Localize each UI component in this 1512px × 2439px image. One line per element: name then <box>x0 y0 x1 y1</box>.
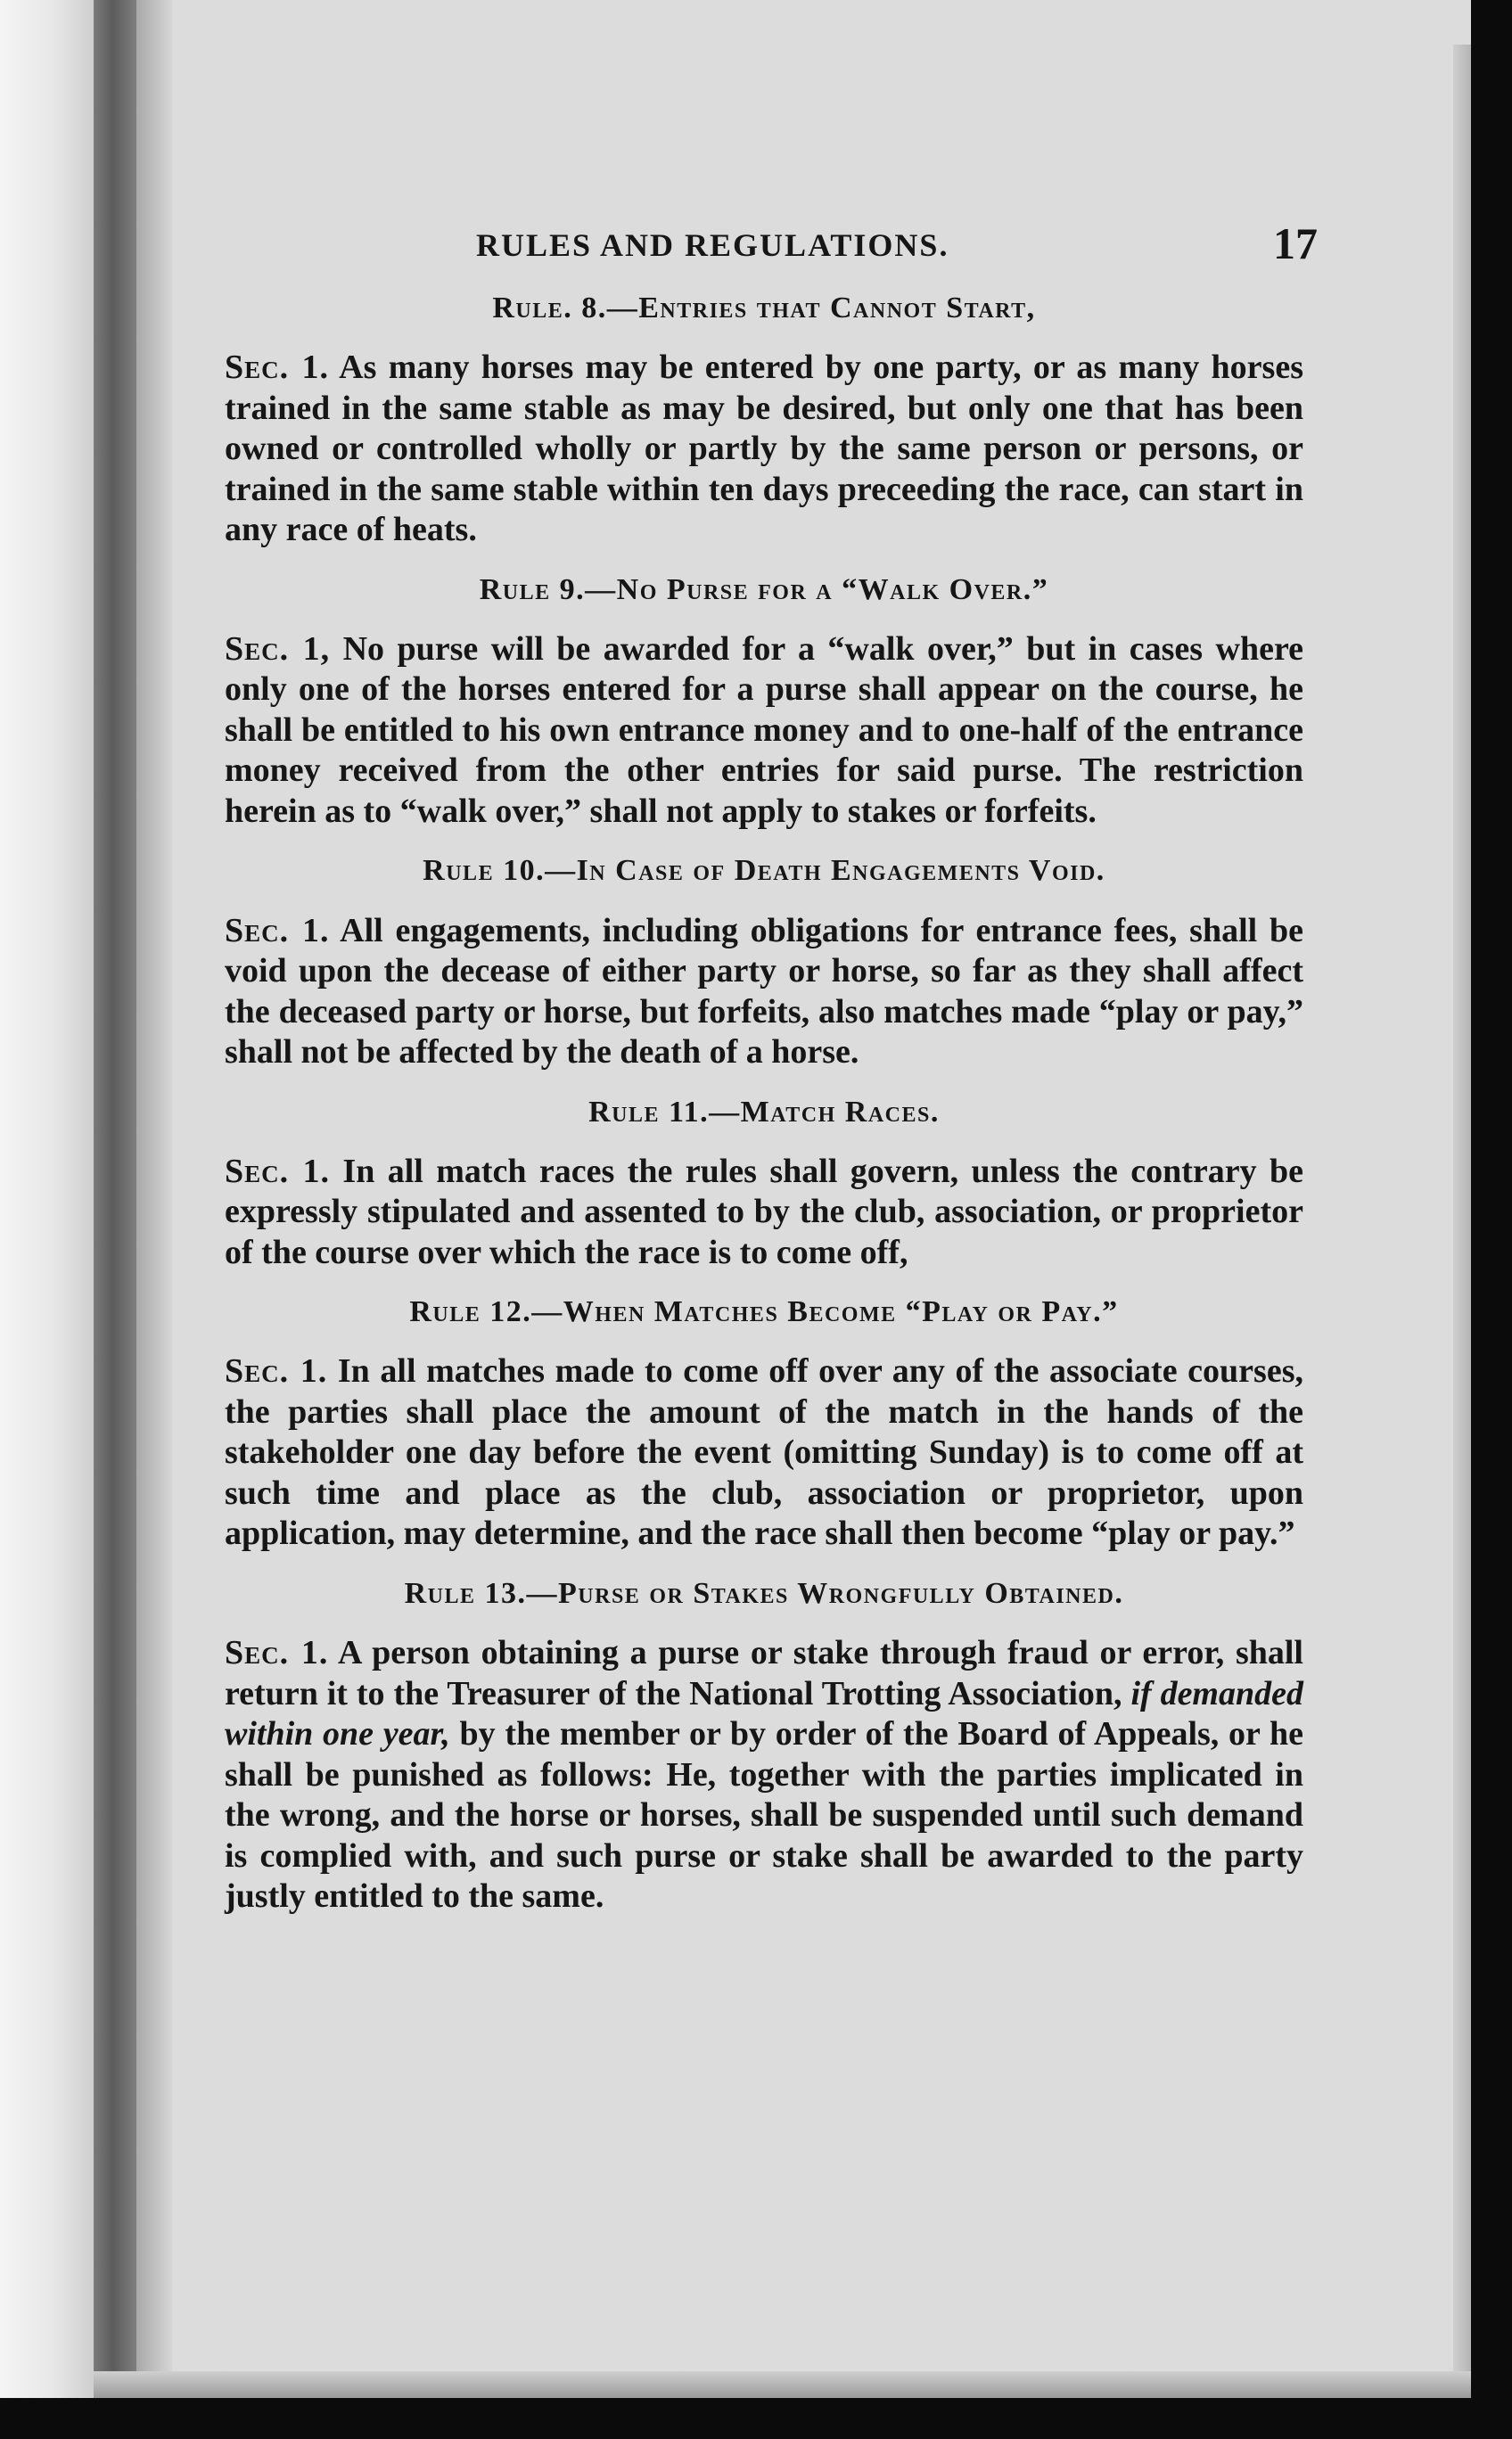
rule-9-section-1 <box>225 629 1303 833</box>
page-content <box>225 218 1318 1937</box>
binding-left-margin <box>0 0 94 2398</box>
section-label: Sec. 1. <box>225 349 329 387</box>
rule-13-section-1 <box>225 1633 1303 1918</box>
section-text: In all match races the rules shall govern, unless the contrary be expressly stipulated and assented to by the club, association, or proprietor of the course over which the race is to come off, <box>225 1152 1303 1271</box>
section-label: Sec. 1. <box>225 911 330 949</box>
page-right-edge <box>1453 45 1471 2398</box>
rule-12-section-1 <box>225 1351 1303 1555</box>
running-title: RULES AND REGULATIONS. <box>476 227 949 263</box>
section-text: All engagements, including obligations for entrance fees, shall be void upon the decease of either party or horse, so far as they shall affect the deceased party or horse, but forfeits, also matches made “play or pay,” shall not be affected by the death of a horse. <box>225 911 1303 1072</box>
rule-11-heading: Rule 11.—Match Races. <box>588 1095 940 1129</box>
gutter-gradient <box>136 0 172 2398</box>
rule-11-section-1 <box>225 1152 1303 1274</box>
rule-8-section-1 <box>225 348 1303 551</box>
section-text: As many horses may be entered by one party, or as many horses trained in the same stable as may be desired, but only one that has been owned or controlled wholly or partly by the same person or persons, or trained in the same stable within ten days preceeding the race, can start in any race of heats. <box>225 349 1303 549</box>
section-label: Sec. 1. <box>225 1152 331 1190</box>
page-number: 17 <box>1273 218 1318 268</box>
section-text-emphasis: if demanded within one year, <box>225 1674 1303 1753</box>
page-bottom-edge <box>94 2371 1471 2398</box>
section-label: Sec. 1, <box>225 629 331 668</box>
running-head <box>225 218 1318 278</box>
section-text: In all matches made to come off over any of the associate courses, the parties shall place the amount of the match in the hands of the stakeholder one day before the event (omitting Sunday) is to come off at such time and place as the club, association or proprietor, upon application, may determine, and the race shall then become “play or pay.” <box>225 1352 1303 1553</box>
section-text-before: A person obtaining a purse or stake through fraud or error, shall return it to the Treasurer of the National Trotting Association, <box>225 1634 1303 1712</box>
book-gutter-shadow <box>94 0 136 2398</box>
rule-13-heading: Rule 13.—Purse or Stakes Wrongfully Obtained. <box>404 1576 1124 1610</box>
rule-10-heading: Rule 10.—In Case of Death Engagements Void. <box>423 854 1105 888</box>
section-label: Sec. 1. <box>225 1352 328 1391</box>
rule-8-heading: Rule. 8.—Entries that Cannot Start, <box>492 292 1036 324</box>
rule-12-heading: Rule 12.—When Matches Become “Play or Pay.” <box>409 1295 1119 1329</box>
rule-9-heading: Rule 9.—No Purse for a “Walk Over.” <box>479 572 1049 606</box>
section-label: Sec. 1. <box>225 1634 329 1672</box>
section-text-after: by the member or by order of the Board of Appeals, or he shall be punished as follows: He, together with the parties implicated in the wrong, and the horse or horses, shall be suspended until such demand is complied with, and such purse or stake shall be awarded to the party justly entitled to the same. <box>225 1715 1303 1916</box>
rule-10-section-1 <box>225 911 1303 1073</box>
section-text: No purse will be awarded for a “walk over,” but in cases where only one of the horses entered for a purse shall appear on the course, he shall be entitled to his own entrance money and to one-half of the entrance money received from the other entries for said purse. The restriction herein as to “walk over,” shall not apply to stakes or forfeits. <box>225 629 1303 830</box>
